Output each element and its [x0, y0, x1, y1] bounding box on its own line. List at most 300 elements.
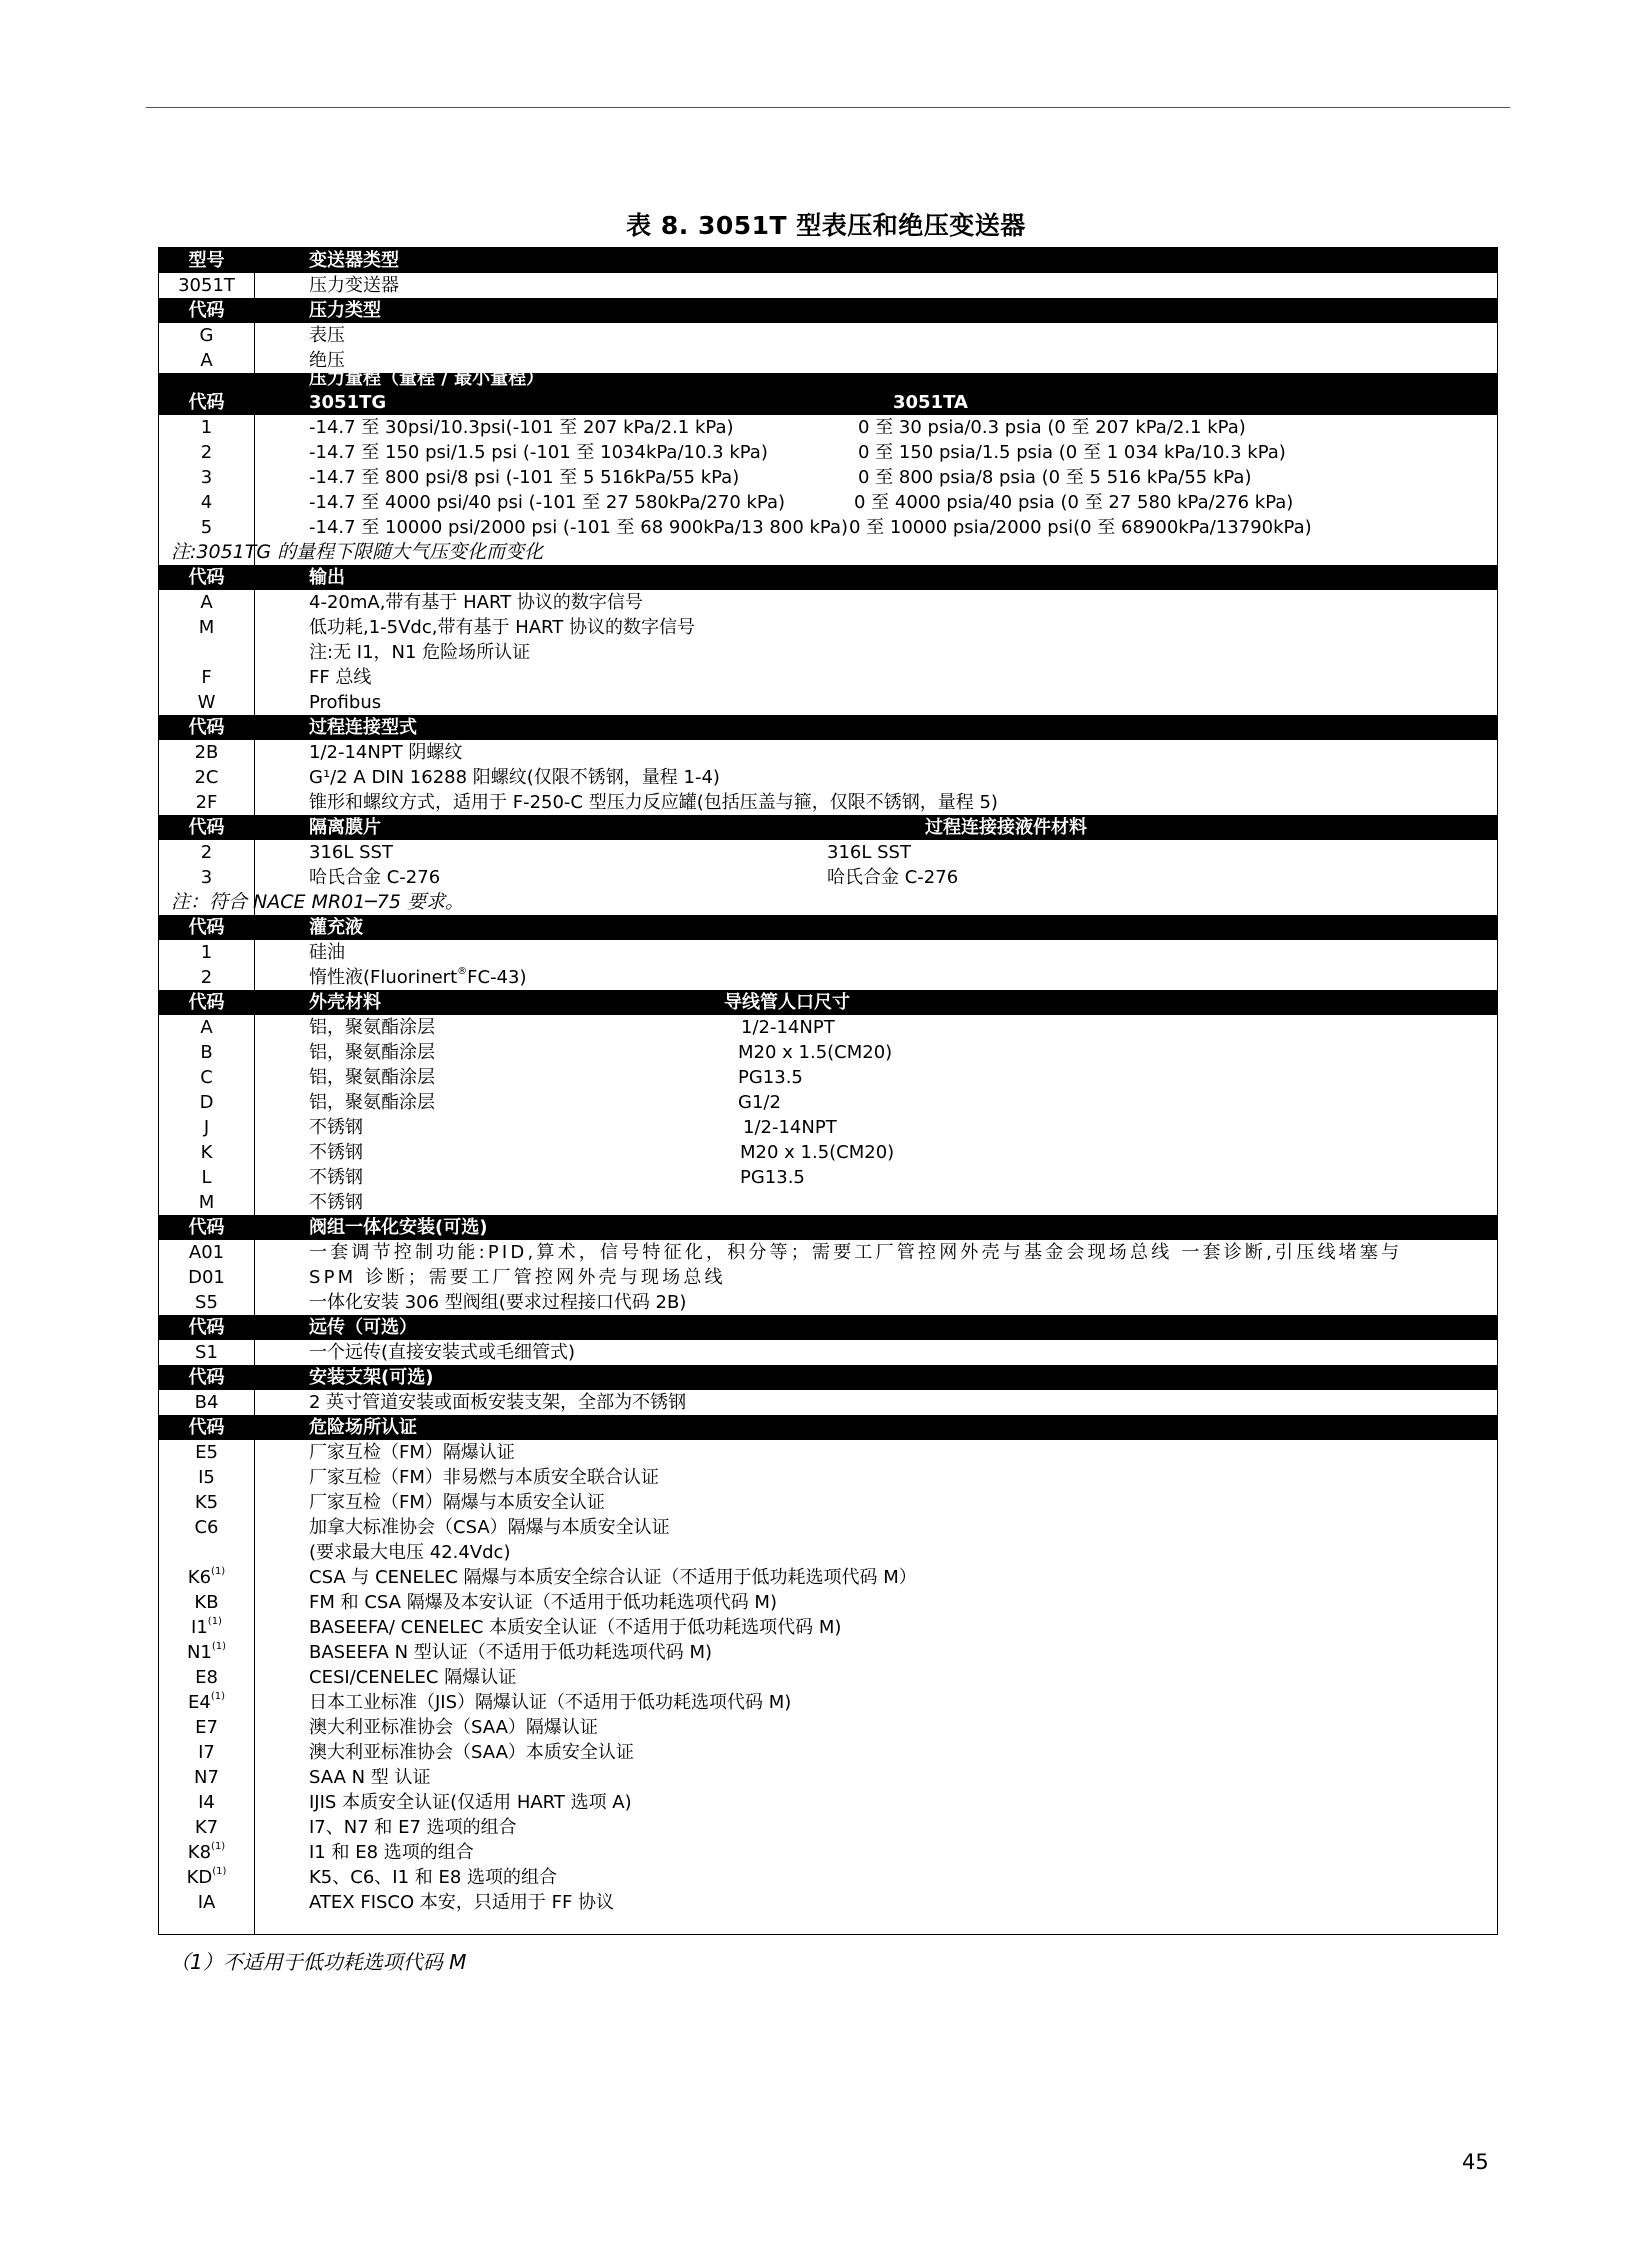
option-description — [309, 1090, 435, 1115]
option-description-text: 一套调节控制功能:PID,算术，信号特征化，积分等；需要工厂管控网外壳与基金会现场总线 一套诊断,引压线堵塞与 — [309, 1242, 1403, 1263]
option-description — [309, 1190, 363, 1215]
option-code-text: L — [201, 1167, 212, 1188]
option-code-text: 2 — [200, 842, 213, 863]
option-code-text: B4 — [194, 1392, 219, 1413]
option-description-text: 哈氏合金 C-276 — [309, 867, 441, 888]
option-description — [309, 440, 768, 465]
table-row — [159, 1640, 1497, 1665]
option-description-text: 1/2-14NPT 阴螺纹 — [309, 742, 463, 763]
option-code — [159, 1440, 254, 1465]
option-description — [309, 1265, 726, 1290]
option-code — [159, 1365, 254, 1390]
option-description-text: 变送器类型 — [309, 250, 399, 271]
table-row — [159, 690, 1497, 715]
option-code-text: E4 — [188, 1692, 211, 1713]
option-code-text: G — [199, 325, 214, 346]
table-row — [159, 1165, 1497, 1190]
table-row — [159, 490, 1497, 515]
option-description-text: 灌充液 — [309, 917, 363, 938]
table-row — [159, 1065, 1497, 1090]
option-code-text: N7 — [194, 1767, 219, 1788]
table-row — [159, 865, 1497, 890]
option-description-tail: FC-43) — [467, 967, 527, 988]
option-code-text: IA — [197, 1892, 216, 1913]
option-code — [159, 1515, 254, 1540]
option-code-text: N1 — [186, 1642, 212, 1663]
option-secondary-value: 1/2-14NPT — [741, 1017, 835, 1038]
option-description-text: 铝，聚氨酯涂层 — [309, 1042, 435, 1063]
option-code-text: 代码 — [188, 1367, 225, 1388]
section-header-row — [159, 1415, 1497, 1440]
option-description-text: BASEEFA N 型认证（不适用于低功耗选项代码 M) — [309, 1642, 713, 1663]
option-description-text: 阀组一体化安装(可选) — [309, 1217, 488, 1238]
option-description-text: SPM 诊断；需要工厂管控网外壳与现场总线 — [309, 1267, 726, 1288]
option-code — [159, 273, 254, 298]
option-code — [159, 1590, 254, 1615]
table-row — [159, 1790, 1497, 1815]
option-description-text: I1 和 E8 选项的组合 — [309, 1842, 474, 1863]
option-secondary-value: G1/2 — [738, 1092, 781, 1113]
section-header-row — [159, 1365, 1497, 1390]
option-code-text: A — [200, 1017, 213, 1038]
option-code-text: 代码 — [188, 992, 225, 1013]
table-row — [159, 640, 1497, 665]
option-description-text: 铝，聚氨酯涂层 — [309, 1092, 435, 1113]
option-code-text: E7 — [195, 1717, 218, 1738]
option-code — [159, 1490, 254, 1515]
table-row — [159, 1115, 1497, 1140]
option-code-text: 2F — [195, 792, 218, 813]
option-code-text: A01 — [188, 1242, 225, 1263]
registered-mark: ® — [457, 966, 468, 977]
option-description — [309, 1640, 712, 1665]
table-row — [159, 665, 1497, 690]
option-description — [309, 1165, 363, 1190]
option-code — [159, 990, 254, 1015]
option-code — [159, 1340, 254, 1365]
option-code — [159, 1215, 254, 1240]
option-code-text: E8 — [195, 1667, 218, 1688]
option-description-text: BASEEFA/ CENELEC 本质安全认证（不适用于低功耗选项代码 M) — [309, 1617, 842, 1638]
option-code — [159, 565, 254, 590]
table-row — [159, 1890, 1497, 1915]
option-description — [309, 248, 399, 273]
table-row — [159, 740, 1497, 765]
option-description-text: 一个远传(直接安装式或毛细管式) — [309, 1342, 576, 1363]
page-number: 45 — [1462, 2150, 1489, 2174]
option-description-text: 不锈钢 — [309, 1142, 363, 1163]
option-code-text: KD — [186, 1867, 213, 1888]
option-secondary-value: 0 至 30 psia/0.3 psia (0 至 207 kPa/2.1 kPa) — [858, 417, 1246, 438]
option-code-text: 代码 — [188, 392, 225, 413]
option-code-text: 代码 — [188, 1317, 225, 1338]
option-code — [159, 1315, 254, 1340]
option-code-text: E5 — [195, 1442, 218, 1463]
option-code-text: D01 — [188, 1267, 225, 1288]
table-row — [159, 790, 1497, 815]
table-row — [159, 1465, 1497, 1490]
table-rows — [159, 248, 1497, 1915]
option-description — [309, 1590, 777, 1615]
option-code — [159, 790, 254, 815]
option-code — [159, 1265, 254, 1290]
option-code-text: 型号 — [188, 250, 225, 271]
table-row — [159, 1015, 1497, 1040]
option-description — [309, 390, 386, 415]
option-code — [159, 1715, 254, 1740]
table-row — [159, 1540, 1497, 1565]
option-code-text: 1 — [200, 942, 213, 963]
option-description-text: 澳大利亚标准协会（SAA）本质安全认证 — [309, 1742, 634, 1763]
option-code — [159, 765, 254, 790]
option-code — [159, 1640, 254, 1665]
option-description-text: 加拿大标准协会（CSA）隔爆与本质安全认证 — [309, 1517, 670, 1538]
option-secondary-value: 0 至 150 psia/1.5 psia (0 至 1 034 kPa/10.3 kPa) — [858, 442, 1286, 463]
option-description-text: 厂家互检（FM）非易燃与本质安全联合认证 — [309, 1467, 659, 1488]
option-code-text: M — [198, 1192, 215, 1213]
table-row — [159, 1715, 1497, 1740]
section-header-row — [159, 1215, 1497, 1240]
option-code-text: C — [200, 1067, 213, 1088]
option-code — [159, 1140, 254, 1165]
table-row — [159, 1690, 1497, 1715]
option-description — [309, 590, 643, 615]
option-code-text: 1 — [200, 417, 213, 438]
option-description — [309, 1315, 417, 1340]
option-description — [309, 1215, 487, 1240]
table-row — [159, 1590, 1497, 1615]
option-code — [159, 515, 254, 540]
option-description-text: 4-20mA,带有基于 HART 协议的数字信号 — [309, 592, 643, 613]
option-description — [309, 273, 399, 298]
option-description — [309, 1490, 605, 1515]
option-code-text: J — [203, 1117, 210, 1138]
option-code-text: 2B — [194, 742, 219, 763]
option-description — [309, 740, 462, 765]
option-description-text: 安装支架(可选) — [309, 1367, 434, 1388]
option-description — [309, 1115, 363, 1140]
option-description — [309, 1890, 614, 1915]
option-description-text: G¹/2 A DIN 16288 阳螺纹(仅限不锈钢，量程 1-4) — [309, 767, 720, 788]
option-description — [309, 1390, 686, 1415]
option-description — [309, 1340, 575, 1365]
option-secondary-value: M20 x 1.5(CM20) — [740, 1142, 895, 1163]
table-row — [159, 1615, 1497, 1640]
option-code — [159, 590, 254, 615]
option-code — [159, 1390, 254, 1415]
option-description — [309, 1415, 417, 1440]
option-code — [159, 1415, 254, 1440]
table-title: 表 8. 3051T 型表压和绝压变送器 — [626, 211, 1026, 240]
option-description-text: 日本工业标准（JIS）隔爆认证（不适用于低功耗选项代码 M) — [309, 1692, 792, 1713]
option-code — [159, 1090, 254, 1115]
option-code-text: 3 — [200, 867, 213, 888]
option-code-text: I1 — [191, 1617, 208, 1638]
table-row — [159, 615, 1497, 640]
option-description — [309, 1015, 435, 1040]
option-code-text: 5 — [200, 517, 213, 538]
option-description-text: 澳大利亚标准协会（SAA）隔爆认证 — [309, 1717, 598, 1738]
option-secondary-value: 0 至 10000 psia/2000 psi(0 至 68900kPa/13790kPa) — [849, 517, 1312, 538]
option-description-text: K5、C6、I1 和 E8 选项的组合 — [309, 1867, 558, 1888]
option-description-text: 注:无 I1，N1 危险场所认证 — [309, 642, 531, 663]
option-description — [309, 1840, 474, 1865]
option-description — [309, 990, 381, 1015]
option-description — [309, 940, 345, 965]
option-description — [309, 415, 734, 440]
option-description-text: 隔离膜片 — [309, 817, 381, 838]
option-description-text: 3051TG — [309, 392, 387, 413]
option-description — [309, 1715, 598, 1740]
option-secondary-value: 3051TA — [893, 392, 968, 413]
table-row — [159, 1040, 1497, 1065]
option-code — [159, 690, 254, 715]
option-description-text: ATEX FISCO 本安，只适用于 FF 协议 — [309, 1892, 615, 1913]
option-code-text: D — [199, 1092, 214, 1113]
option-description-text: Profibus — [309, 692, 382, 713]
option-code-text: I5 — [198, 1467, 215, 1488]
option-description-text: (要求最大电压 42.4Vdc) — [309, 1542, 511, 1563]
option-description — [309, 323, 345, 348]
option-code-text: 2C — [194, 767, 219, 788]
section-header-title: 压力量程（量程 / 最小量程） — [309, 368, 545, 389]
table-row — [159, 1815, 1497, 1840]
option-description — [309, 1240, 1402, 1265]
option-code — [159, 915, 254, 940]
footnote-marker: (1) — [207, 1616, 222, 1627]
option-secondary-value: 0 至 4000 psia/40 psia (0 至 27 580 kPa/276 kPa) — [854, 492, 1294, 513]
option-code — [159, 1165, 254, 1190]
table-row — [159, 1390, 1497, 1415]
option-description-text: CESI/CENELEC 隔爆认证 — [309, 1667, 517, 1688]
option-code — [159, 1740, 254, 1765]
table-row — [159, 1090, 1497, 1115]
section-header-row — [159, 990, 1497, 1015]
option-code — [159, 390, 254, 415]
option-code — [159, 1565, 254, 1590]
option-description — [309, 915, 363, 940]
option-code — [159, 1465, 254, 1490]
option-description-text: 硅油 — [309, 942, 345, 963]
option-secondary-value: M20 x 1.5(CM20) — [738, 1042, 893, 1063]
table-row — [159, 1565, 1497, 1590]
table-row — [159, 1440, 1497, 1465]
option-description-text: IJIS 本质安全认证(仅适用 HART 选项 A) — [309, 1792, 632, 1813]
option-code — [159, 940, 254, 965]
section-header-row — [159, 815, 1497, 840]
option-description-text: 过程连接型式 — [309, 717, 417, 738]
option-code-text: 4 — [200, 492, 213, 513]
option-description — [309, 790, 998, 815]
option-description-text: 危险场所认证 — [309, 1417, 417, 1438]
footnote-marker: (1) — [211, 1641, 227, 1652]
section-header-row — [159, 565, 1497, 590]
option-code-text: C6 — [194, 1517, 219, 1538]
option-code — [159, 1115, 254, 1140]
option-code — [159, 865, 254, 890]
option-description — [309, 490, 785, 515]
option-code-text: W — [197, 692, 216, 713]
option-code — [159, 415, 254, 440]
option-description-text: 不锈钢 — [309, 1192, 363, 1213]
option-description — [309, 1815, 517, 1840]
option-code — [159, 1690, 254, 1715]
option-code-text: S5 — [195, 1292, 218, 1313]
section-header-row — [159, 298, 1497, 323]
table-row — [159, 1265, 1497, 1290]
option-description — [309, 515, 848, 540]
option-description-text: 锥形和螺纹方式，适用于 F-250-C 型压力反应罐(包括压盖与箍，仅限不锈钢，量程 5) — [309, 792, 998, 813]
header-rule — [146, 107, 1510, 108]
option-secondary-value: PG13.5 — [740, 1167, 805, 1188]
option-code — [159, 1665, 254, 1690]
option-code-text: A — [200, 350, 213, 371]
option-description-text: 压力变送器 — [309, 275, 399, 296]
option-description — [309, 1465, 659, 1490]
option-description-text: 不锈钢 — [309, 1167, 363, 1188]
option-description-text: -14.7 至 4000 psi/40 psi (-101 至 27 580kPa/270 kPa) — [309, 492, 786, 513]
option-description-text: -14.7 至 10000 psi/2000 psi (-101 至 68 900kPa/13 800 kPa) — [309, 517, 849, 538]
option-description — [309, 815, 381, 840]
option-description-text: 不锈钢 — [309, 1117, 363, 1138]
option-code-text: 代码 — [188, 717, 225, 738]
option-code — [159, 1865, 254, 1890]
option-code-text: K6 — [187, 1567, 212, 1588]
footnote: （1）不适用于低功耗选项代码 M — [170, 1950, 467, 1974]
option-description — [309, 565, 345, 590]
option-description-text: -14.7 至 800 psi/8 psi (-101 至 5 516kPa/55 kPa) — [309, 467, 740, 488]
option-code-text: S1 — [195, 1342, 218, 1363]
option-description — [309, 465, 739, 490]
table-row — [159, 1865, 1497, 1890]
option-code — [159, 615, 254, 640]
option-code — [159, 1290, 254, 1315]
option-description-text: -14.7 至 150 psi/1.5 psi (-101 至 1034kPa/10.3 kPa) — [309, 442, 768, 463]
option-code-text: A — [200, 592, 213, 613]
option-description — [309, 1740, 634, 1765]
option-code — [159, 440, 254, 465]
option-description-text: 惰性液(Fluorinert — [309, 967, 458, 988]
option-code — [159, 248, 254, 273]
option-description — [309, 840, 393, 865]
table-row — [159, 1490, 1497, 1515]
option-code — [159, 1240, 254, 1265]
table-row — [159, 1665, 1497, 1690]
option-code-text: K — [200, 1142, 213, 1163]
table-row — [159, 840, 1497, 865]
option-description — [309, 1690, 791, 1715]
footnote-marker: (1) — [211, 1841, 226, 1852]
table-row — [159, 1340, 1497, 1365]
option-description — [309, 1140, 363, 1165]
option-description — [309, 765, 720, 790]
table-row — [159, 940, 1497, 965]
option-description-text: 2 英寸管道安装或面板安装支架，全部为不锈钢 — [309, 1392, 687, 1413]
option-code — [159, 1040, 254, 1065]
section-header-row — [159, 715, 1497, 740]
option-description — [309, 1565, 917, 1590]
option-description-text: 压力类型 — [309, 300, 381, 321]
option-secondary-value: 316L SST — [827, 842, 911, 863]
option-description-text: 一体化安装 306 型阀组(要求过程接口代码 2B) — [309, 1292, 687, 1313]
option-code — [159, 965, 254, 990]
option-description — [309, 298, 381, 323]
option-code-text: KB — [194, 1592, 219, 1613]
option-code-text: F — [201, 667, 212, 688]
table-row — [159, 465, 1497, 490]
option-code — [159, 815, 254, 840]
option-description — [309, 865, 440, 890]
table-row — [159, 590, 1497, 615]
option-description-text: 远传（可选） — [309, 1317, 417, 1338]
option-code — [159, 490, 254, 515]
footnote-marker: (1) — [212, 1866, 227, 1877]
option-code — [159, 298, 254, 323]
option-description-text: 表压 — [309, 325, 345, 346]
option-description — [309, 715, 417, 740]
section-header-row — [159, 915, 1497, 940]
option-description — [309, 1665, 516, 1690]
table-row — [159, 1140, 1497, 1165]
option-code-text: B — [200, 1042, 213, 1063]
option-code-text: 3 — [200, 467, 213, 488]
option-description — [309, 1790, 632, 1815]
footnote-marker: (1) — [211, 1566, 226, 1577]
option-description — [309, 1065, 435, 1090]
option-description-text: 厂家互检（FM）隔爆认证 — [309, 1442, 515, 1463]
table-row — [159, 515, 1497, 540]
section-header-row — [159, 368, 1497, 415]
option-secondary-value: 哈氏合金 C-276 — [827, 867, 959, 888]
option-code-text: 代码 — [188, 1417, 225, 1438]
option-code-text: 3051T — [178, 275, 235, 296]
option-code — [159, 1790, 254, 1815]
table-row — [159, 323, 1497, 348]
table-row — [159, 965, 1497, 990]
option-secondary-value: PG13.5 — [738, 1067, 803, 1088]
option-code — [159, 1815, 254, 1840]
option-description-text: I7、N7 和 E7 选项的组合 — [309, 1817, 517, 1838]
footnote-marker: (1) — [210, 1691, 225, 1702]
option-code-text: 代码 — [188, 1217, 225, 1238]
option-code — [159, 1615, 254, 1640]
option-description-text: 铝，聚氨酯涂层 — [309, 1017, 435, 1038]
option-code — [159, 715, 254, 740]
option-code — [159, 1890, 254, 1915]
table-note: 注：符合 NACE MR01─75 要求。 — [171, 891, 464, 913]
option-code — [159, 1840, 254, 1865]
option-code — [159, 1065, 254, 1090]
table-row — [159, 1515, 1497, 1540]
option-code — [159, 840, 254, 865]
table-row — [159, 765, 1497, 790]
option-description — [309, 1540, 510, 1565]
option-description — [309, 640, 530, 665]
option-description — [309, 965, 526, 990]
option-code — [159, 348, 254, 373]
option-description-text: SAA N 型 认证 — [309, 1767, 431, 1788]
table-row — [159, 415, 1497, 440]
option-secondary-value: 0 至 800 psia/8 psia (0 至 5 516 kPa/55 kPa) — [858, 467, 1252, 488]
option-description — [309, 690, 381, 715]
option-code-text: 2 — [200, 967, 213, 988]
option-secondary-value: 过程连接接液件材料 — [925, 817, 1087, 838]
table-row — [159, 1290, 1497, 1315]
option-code — [159, 465, 254, 490]
section-header-row — [159, 1315, 1497, 1340]
option-description — [309, 1290, 686, 1315]
option-description-text: FM 和 CSA 隔爆及本安认证（不适用于低功耗选项代码 M) — [309, 1592, 777, 1613]
